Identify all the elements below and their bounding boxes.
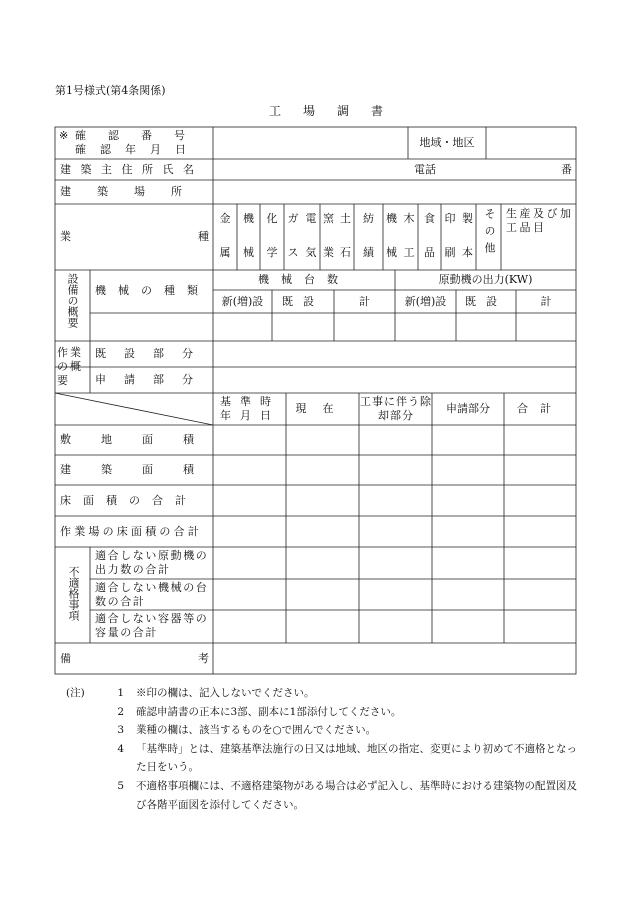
note-num: 2	[117, 705, 124, 718]
hdr-total: 合計	[517, 402, 563, 415]
biz-print-1: 印	[444, 212, 456, 225]
note-1	[66, 684, 586, 703]
confirm-number-text: 確認番号	[75, 129, 207, 142]
output-existing-label: 既設	[465, 295, 507, 308]
work-existing-label: 既設部分	[95, 347, 211, 360]
biz-metal-2: 属	[219, 246, 231, 259]
nonconform-label: 不適格事項	[67, 566, 80, 621]
note-2	[66, 703, 586, 722]
biz-chem-2: 学	[266, 246, 278, 259]
nc-engine-output: 適合しない原動機の出力数の合計	[95, 549, 209, 576]
nc-container-volume: 適合しない容器等の容量の合計	[95, 612, 209, 639]
biz-mach2-1: 機	[386, 212, 397, 225]
output-new-label: 新(増)設	[404, 295, 447, 308]
biz-stone-1: 土	[340, 212, 351, 225]
biz-machine-1: 機	[243, 212, 254, 225]
notes-lead: (注)	[66, 687, 85, 699]
form-label: 第1号様式(第4条関係)	[55, 84, 166, 97]
note-3	[66, 721, 586, 740]
biz-textile-2: 績	[363, 246, 374, 259]
nc-machine-count: 適合しない機械の台数の合計	[95, 581, 209, 608]
biz-mach2-2: 械	[386, 246, 397, 259]
phone-label: 電話	[414, 163, 436, 176]
biz-chem-1: 化	[266, 212, 278, 225]
biz-bind-2: 本	[462, 246, 473, 259]
note-num: 1	[117, 687, 124, 699]
confirm-mark: ※	[59, 129, 69, 142]
site-label: 建築場所	[60, 185, 208, 198]
confirm-number-label	[75, 129, 209, 143]
note-text: 確認申請書の正本に3部、副本に1部添付してください。	[136, 705, 402, 718]
row-workshop-floor: 作業場の床面積の合計	[60, 525, 202, 538]
note-num: 5	[117, 779, 124, 792]
row-site-area: 敷地面積	[60, 433, 224, 446]
biz-bind-1: 製	[462, 212, 473, 225]
remarks-b: 考	[198, 652, 209, 665]
note-num: 3	[117, 724, 124, 737]
business-label-b: 種	[198, 230, 209, 243]
note-text: 「基準時」とは、建築基準法施行の日又は地域、地区の指定、変更により初めて不適格となった日をいう。	[136, 742, 577, 774]
biz-kiln-1: 窯	[323, 212, 334, 225]
biz-print-2: 刷	[444, 246, 456, 259]
output-total-label: 計	[540, 295, 552, 308]
equipment-label: 設備の概要	[66, 273, 79, 328]
biz-kiln-2: 業	[323, 246, 334, 259]
note-5	[66, 777, 586, 814]
biz-food-2: 品	[424, 246, 435, 259]
remarks-a: 備	[60, 652, 71, 665]
biz-other: その他	[483, 208, 496, 259]
confirm-date-label: 確認年月日	[75, 143, 200, 156]
owner-label: 建築主住所氏名	[60, 163, 204, 176]
hdr-demolition: 工事に伴う除却部分	[360, 395, 432, 422]
biz-stone-2: 石	[340, 246, 351, 259]
biz-gas-1: ガ	[287, 212, 299, 225]
work-label: 作業の概要	[57, 346, 83, 387]
row-floor-total: 床面積の合計	[60, 494, 198, 507]
business-label-a: 業	[60, 230, 71, 243]
biz-textile-1: 紡	[363, 212, 374, 225]
equipment-count-label: 機械台数	[258, 273, 350, 286]
biz-elec-1: 電	[305, 212, 317, 225]
document-title: 工場調書	[268, 104, 405, 118]
biz-food-1: 食	[424, 212, 435, 225]
biz-wood-2: 工	[403, 246, 415, 259]
row-building-area: 建築面積	[60, 463, 224, 476]
equipment-kind-label: 機械の種類	[95, 284, 210, 297]
hdr-applied: 申請部分	[446, 402, 490, 415]
work-applied-label: 申請部分	[95, 373, 211, 386]
count-existing-label: 既設	[282, 295, 324, 308]
equipment-output-label: 原動機の出力(KW)	[438, 273, 533, 286]
hdr-current: 現在	[295, 402, 350, 415]
biz-gas-2: ス	[287, 246, 299, 259]
biz-metal-1: 金	[219, 212, 231, 225]
biz-products: 生産及び加工品目	[506, 207, 574, 234]
note-4	[66, 740, 586, 777]
note-num: 4	[117, 742, 124, 755]
ban-label: 番	[561, 163, 572, 176]
count-total-label: 計	[359, 295, 370, 308]
biz-wood-1: 木	[403, 212, 415, 225]
biz-machine-2: 械	[243, 246, 254, 259]
note-text: 業種の欄は、該当するものを○で囲んでください。	[136, 724, 377, 737]
note-text: 不適格事項欄には、不適格建築物がある場合は必ず記入し、基準時における建築物の配置図及び各階平面図を添付してください。	[136, 779, 577, 811]
count-new-label: 新(増)設	[221, 295, 264, 308]
area-district-label: 地域・地区	[419, 136, 475, 149]
note-text: ※印の欄は、記入しないでください。	[136, 687, 315, 699]
notes-block	[66, 684, 586, 814]
hdr-base-date: 基準時年月日	[220, 395, 280, 422]
biz-elec-2: 気	[305, 246, 317, 259]
